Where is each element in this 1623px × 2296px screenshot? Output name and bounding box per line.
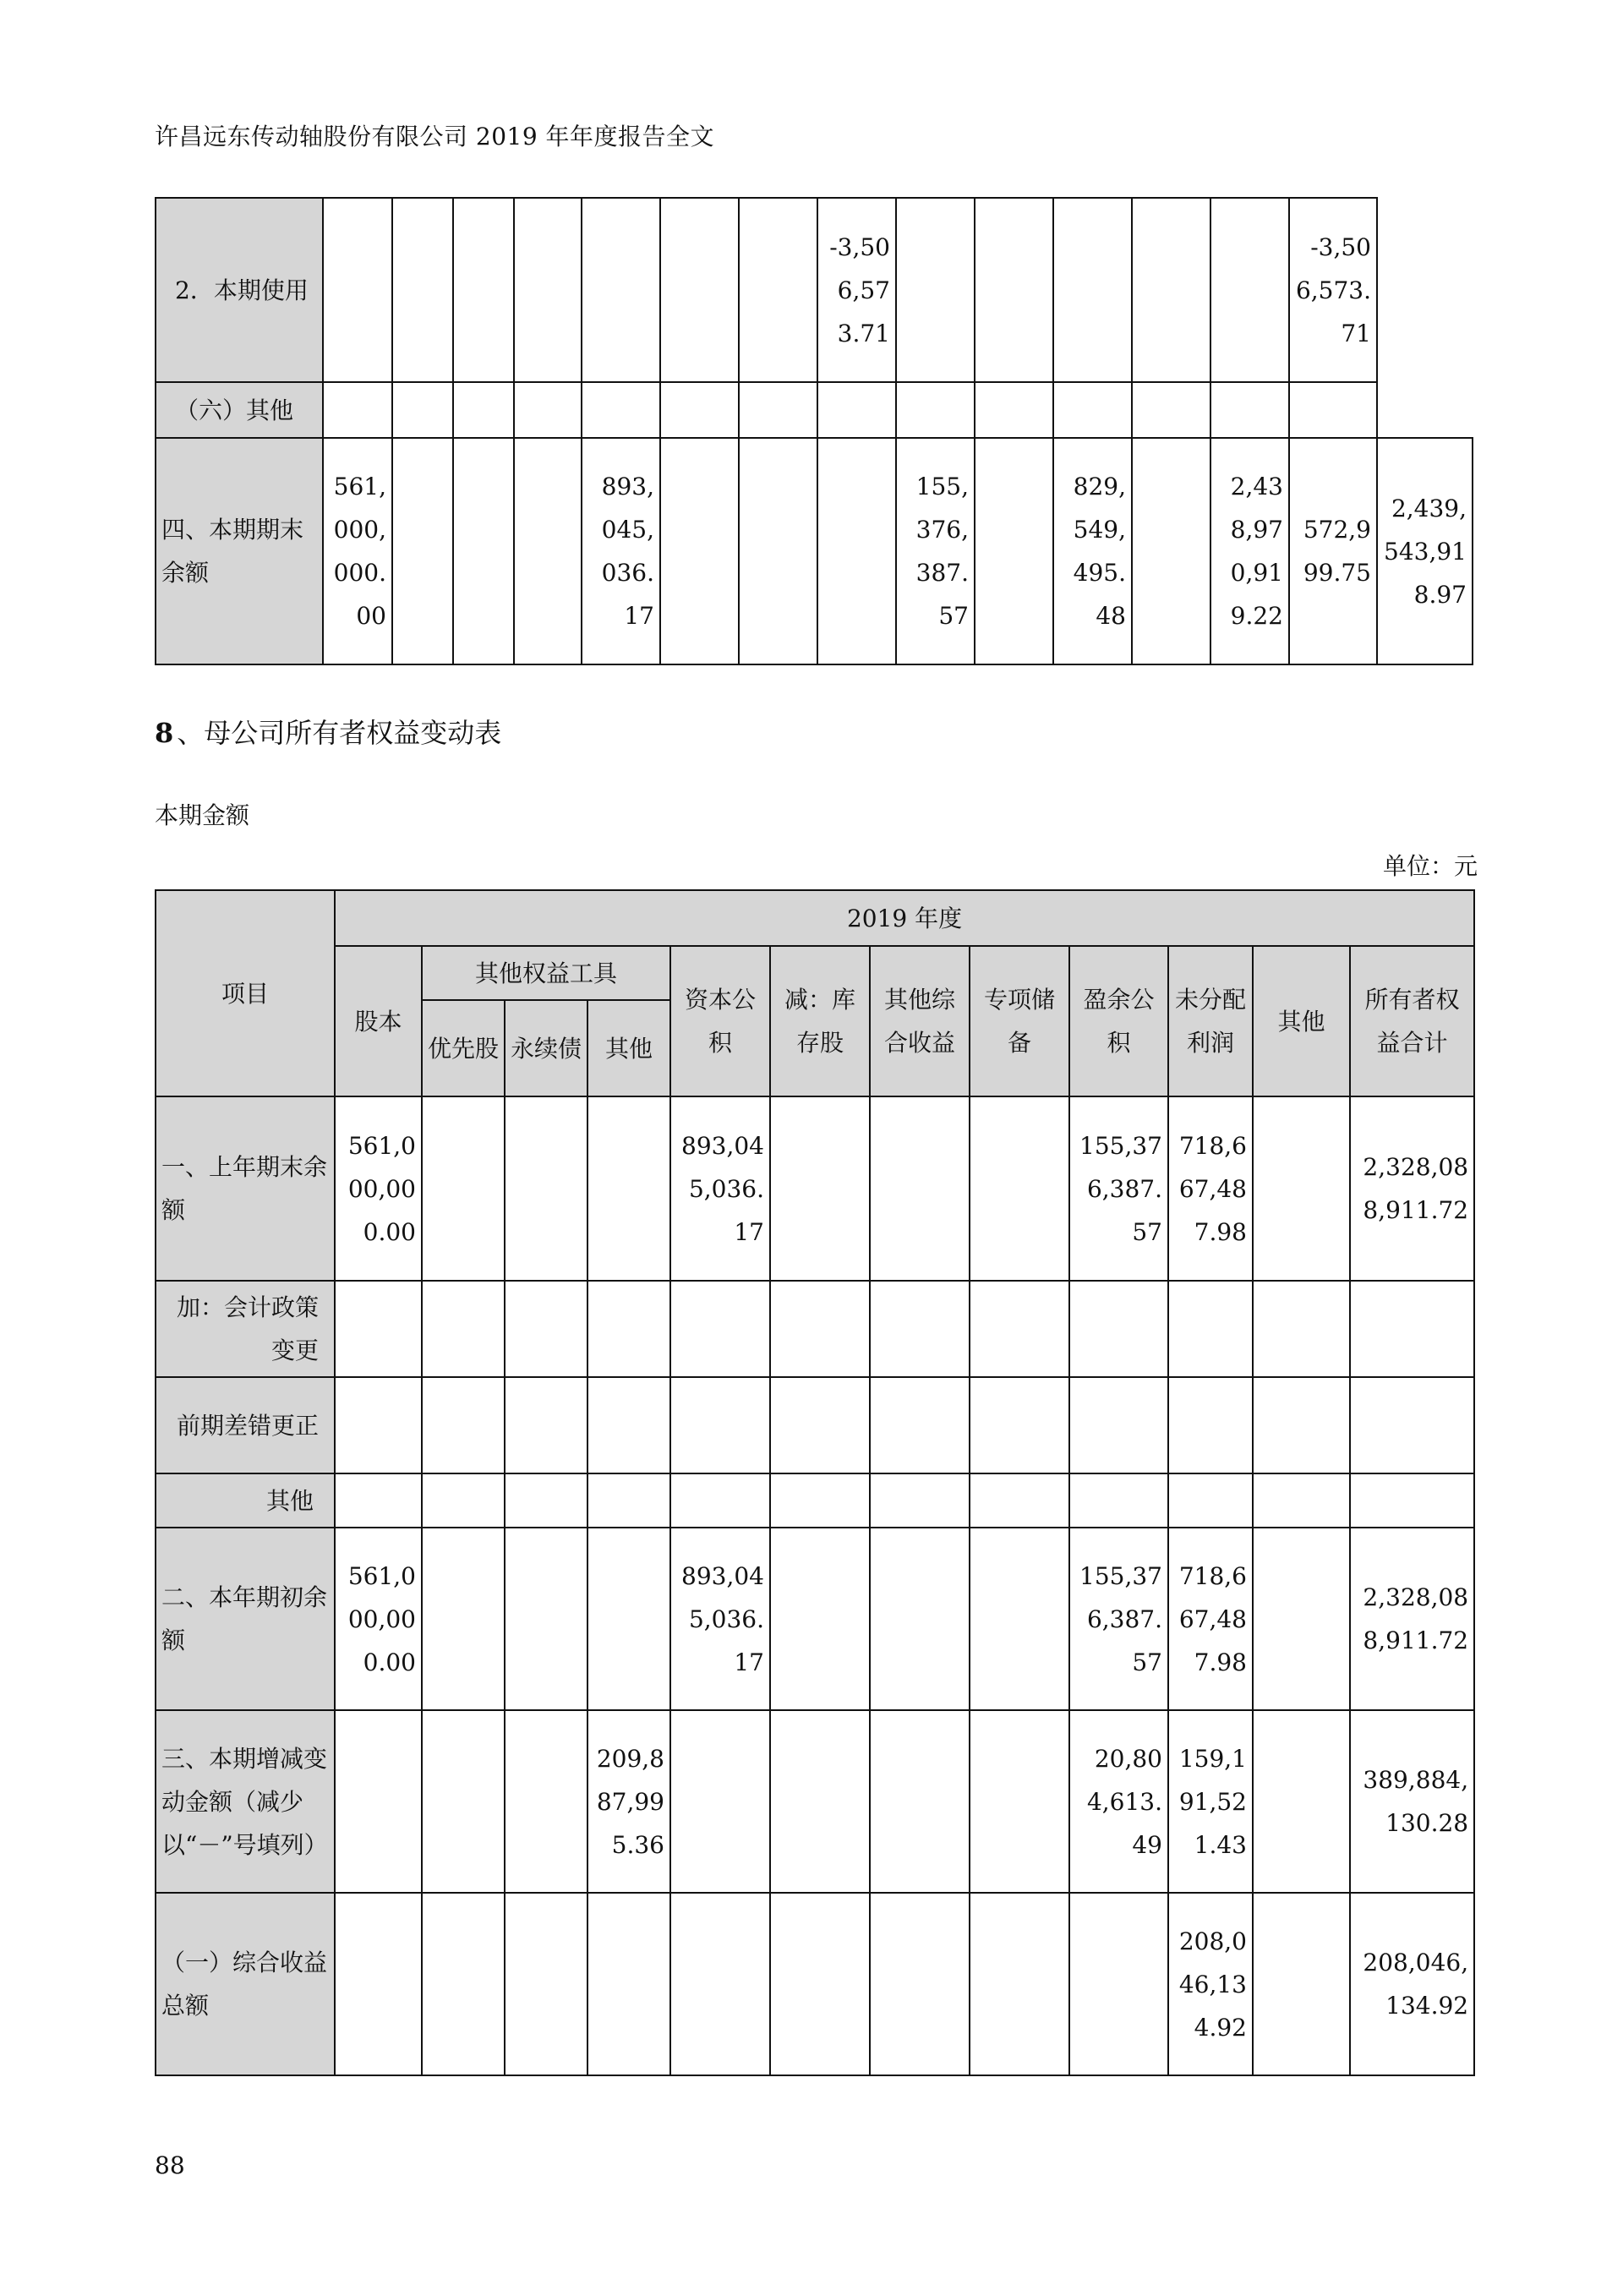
header-other-tool: 其他 — [587, 1000, 670, 1096]
header-capital-reserve: 资本公积 — [670, 946, 770, 1096]
header-treasury-stock: 减：库存股 — [770, 946, 870, 1096]
table-row — [156, 198, 1473, 382]
section-title-text: 、母公司所有者权益变动表 — [177, 717, 502, 749]
table-cell: 155,376,387.57 — [896, 438, 975, 664]
table-row — [156, 382, 1473, 438]
table-row — [156, 1893, 1474, 2075]
row-label: 三、本期增减变动金额（减少以“－”号填列） — [156, 1710, 335, 1893]
table-cell: 2,438,970,919.22 — [1210, 438, 1289, 664]
header-perpetual-bond: 永续债 — [505, 1000, 587, 1096]
row-label: 其他 — [156, 1473, 335, 1528]
table-cell: 893,045,036.17 — [670, 1528, 770, 1710]
row-label: 四、本期期末余额 — [156, 438, 323, 664]
table-cell: 155,376,387.57 — [1069, 1096, 1168, 1281]
header-item: 项目 — [156, 890, 335, 1096]
table-row — [156, 438, 1473, 664]
header-row — [156, 890, 1474, 946]
row-label: 加：会计政策变更 — [156, 1281, 335, 1377]
table-cell: -3,506,573.71 — [817, 198, 896, 382]
header-other: 其他 — [1253, 946, 1350, 1096]
table-cell: 893,045,036.17 — [582, 438, 660, 664]
table-cell: 718,667,487.98 — [1168, 1096, 1253, 1281]
table-row — [156, 1377, 1474, 1473]
parent-equity-change-table — [155, 889, 1475, 2076]
row-label: （一）综合收益总额 — [156, 1893, 335, 2075]
header-row — [156, 946, 1474, 1000]
table-row — [156, 1528, 1474, 1710]
table-row — [156, 1281, 1474, 1377]
report-header: 许昌远东传动轴股份有限公司 2019 年年度报告全文 — [155, 123, 715, 150]
header-oci: 其他综合收益 — [870, 946, 970, 1096]
page-number: 88 — [155, 2151, 185, 2179]
header-preferred-stock: 优先股 — [422, 1000, 505, 1096]
header-undistributed-profit: 未分配利润 — [1168, 946, 1253, 1096]
period-label: 本期金额 — [155, 801, 250, 829]
row-label: 一、上年期末余额 — [156, 1096, 335, 1281]
table-cell: 209,887,995.36 — [587, 1710, 670, 1893]
table-cell: 159,191,521.43 — [1168, 1710, 1253, 1893]
section-number: 8 — [155, 717, 174, 749]
table-cell: 718,667,487.98 — [1168, 1528, 1253, 1710]
unit-label: 单位：元 — [1382, 852, 1478, 880]
table-cell: 561,000,000.00 — [335, 1528, 422, 1710]
table-cell: 829,549,495.48 — [1053, 438, 1132, 664]
table-cell: 2,439,543,918.97 — [1377, 438, 1473, 664]
table-cell: 561,000,000.00 — [335, 1096, 422, 1281]
row-label: 二、本年期初余额 — [156, 1528, 335, 1710]
table-cell: 155,376,387.57 — [1069, 1528, 1168, 1710]
row-label: （六）其他 — [156, 382, 323, 438]
table-cell: 561,000,000.00 — [323, 438, 392, 664]
table-cell: 893,045,036.17 — [670, 1096, 770, 1281]
table-row — [156, 1473, 1474, 1528]
table-cell: 572,999.75 — [1289, 438, 1377, 664]
table-cell: 208,046,134.92 — [1168, 1893, 1253, 2075]
header-year: 2019 年度 — [335, 890, 1474, 946]
row-label: 前期差错更正 — [156, 1377, 335, 1473]
header-surplus-reserve: 盈余公积 — [1069, 946, 1168, 1096]
header-other-equity-tools: 其他权益工具 — [422, 946, 670, 1000]
table-cell: 2,328,088,911.72 — [1350, 1528, 1474, 1710]
header-total-equity: 所有者权益合计 — [1350, 946, 1474, 1096]
table-cell: 2,328,088,911.72 — [1350, 1096, 1474, 1281]
equity-change-table-continued — [155, 197, 1473, 665]
table-row — [156, 1096, 1474, 1281]
table-cell: 389,884,130.28 — [1350, 1710, 1474, 1893]
section-title — [155, 712, 501, 751]
table-cell: 208,046,134.92 — [1350, 1893, 1474, 2075]
header-special-reserve: 专项储备 — [970, 946, 1069, 1096]
table-cell: -3,506,573.71 — [1289, 198, 1377, 382]
header-share-capital: 股本 — [335, 946, 422, 1096]
row-label: 2．本期使用 — [156, 198, 323, 382]
table-cell: 20,804,613.49 — [1069, 1710, 1168, 1893]
table-row — [156, 1710, 1474, 1893]
